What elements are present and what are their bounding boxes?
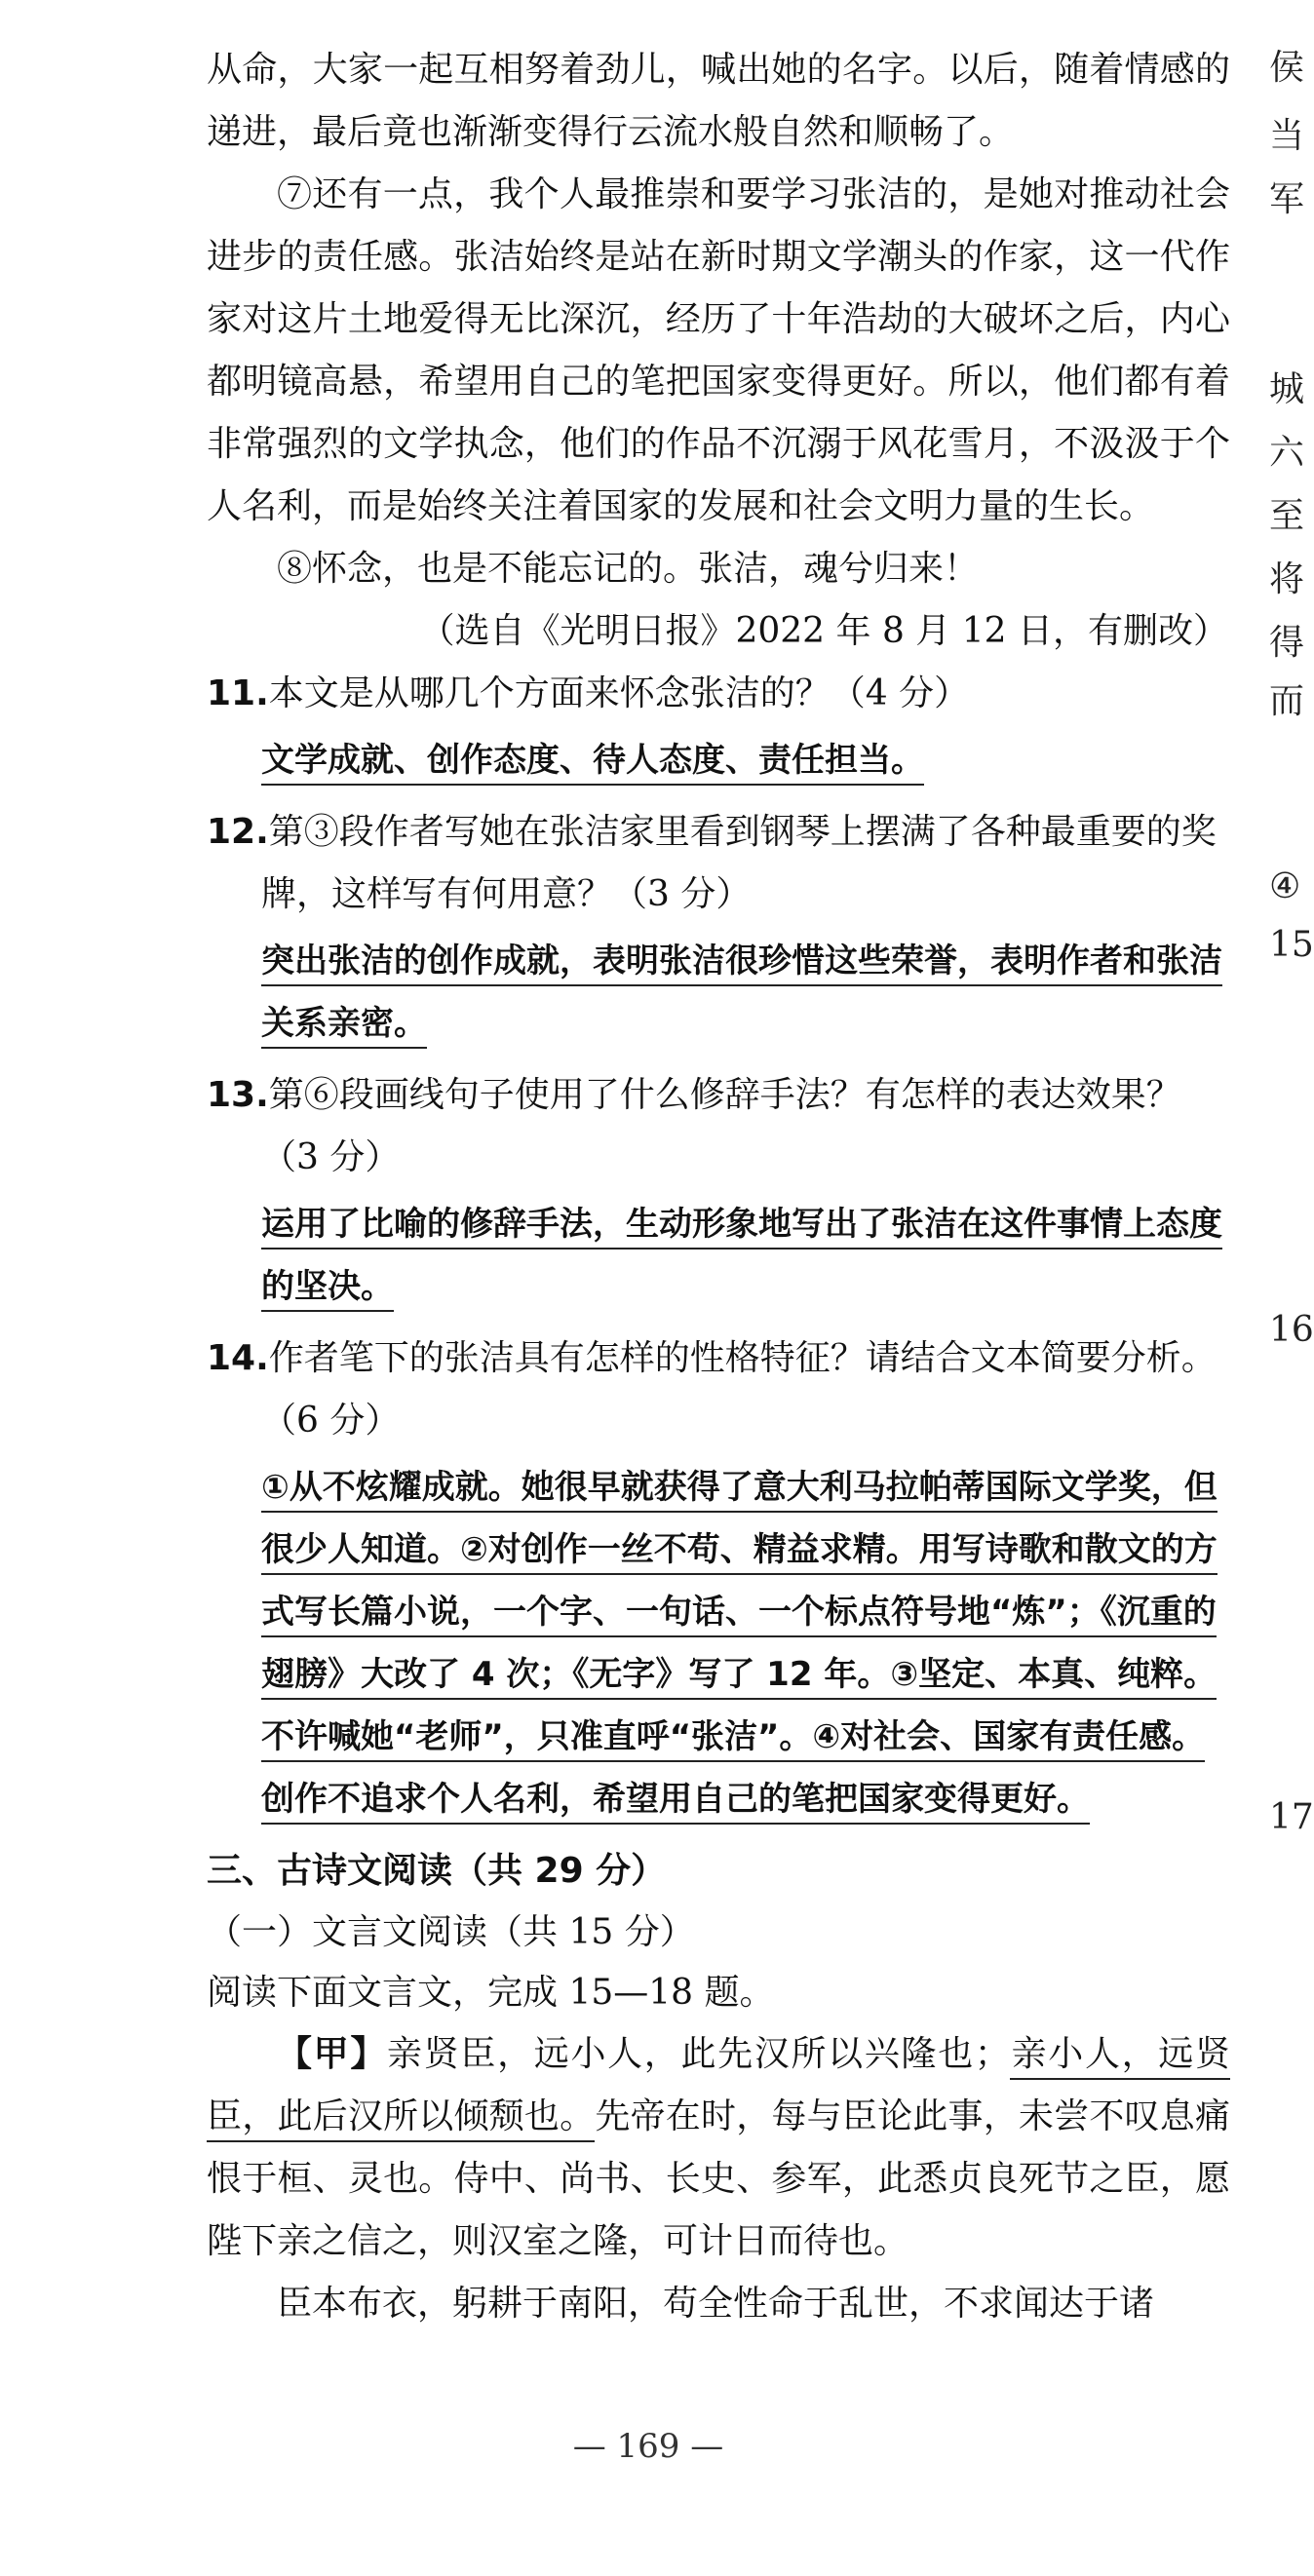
edge-glyph: 16: [1269, 1310, 1314, 1350]
edge-glyph: 得: [1269, 623, 1305, 663]
question-text: 第⑥段画线句子使用了什么修辞手法？有怎样的表达效果？（3 分）: [261, 1075, 1181, 1177]
question-14: [207, 1327, 1230, 1830]
question-number: 13.: [207, 1075, 269, 1115]
edge-glyph: 而: [1269, 681, 1305, 721]
question-number: 12.: [207, 812, 269, 852]
passage-column: [207, 39, 1230, 2335]
question-text: 作者笔下的张洁具有怎样的性格特征？请结合文本简要分析。（6 分）: [261, 1338, 1217, 1441]
classical-text-jia-2: 臣本布衣，躬耕于南阳，苟全性命于乱世，不求闻达于诸: [277, 2284, 1155, 2324]
answer-11: 文学成就、创作态度、待人态度、责任担当。: [261, 729, 1230, 791]
answer-12: 突出张洁的创作成就，表明张洁很珍惜这些荣誉，表明作者和张洁关系亲密。: [261, 930, 1230, 1055]
question-13: [207, 1064, 1230, 1318]
edge-glyph: 六: [1269, 433, 1305, 473]
adjacent-page-edge: [1269, 0, 1314, 2576]
edge-glyph: 17: [1269, 1797, 1314, 1837]
question-11: [207, 663, 1230, 791]
question-number: 11.: [207, 673, 269, 713]
passage-paragraph-7: ⑦还有一点，我个人最推崇和要学习张洁的，是她对推动社会进步的责任感。张洁始终是站在新时期文学潮头的作家，这一代作家对这片土地爱得无比深沉，经历了十年浩劫的大破坏之后，内心都明镜高悬，希望用自己的笔把国家变得更好。所以，他们都有着非常强烈的文学执念，他们的作品不沉溺于风花雪月，不汲汲于个人名利，而是始终关注着国家的发展和社会文明力量的生长。: [207, 174, 1230, 526]
answer-14: ①从不炫耀成就。她很早就获得了意大利马拉帕蒂国际文学奖，但很少人知道。②对创作一丝不苟、精益求精。用写诗歌和散文的方式写长篇小说，一个字、一句话、一个标点符号地“炼”；《沉重的翅膀》大改了 4 次；《无字》写了 12 年。③坚定、本真、纯粹。不许喊她“老师”，只准直呼“张洁”。④对社会、国家有责任感。创作不追求个人名利，希望用自己的笔把国家变得更好。: [261, 1456, 1230, 1830]
underlined-sentence: 亲小人，远贤臣，此后汉所以倾颓也。: [207, 2034, 1230, 2142]
subsection-title: （一）文言文阅读（共 15 分）: [207, 1912, 695, 1952]
edge-glyph: 当: [1269, 116, 1305, 156]
reading-instruction: 阅读下面文言文，完成 15—18 题。: [207, 1973, 775, 2013]
page-number: — 169 —: [572, 2427, 724, 2466]
question-number: 14.: [207, 1338, 269, 1378]
passage-paragraph-8: ⑧怀念，也是不能忘记的。张洁，魂兮归来！: [277, 549, 980, 589]
question-12: [207, 801, 1230, 1055]
jia-tag: 【甲】: [277, 2034, 388, 2074]
edge-glyph: 将: [1269, 559, 1305, 599]
section-title: 三、古诗文阅读（共 29 分）: [207, 1851, 667, 1891]
classical-text-jia: 【甲】亲贤臣，远小人，此先汉所以兴隆也；亲小人，远贤臣，此后汉所以倾颓也。先帝在时，每与臣论此事，未尝不叹息痛恨于桓、灵也。侍中、尚书、长史、参军，此悉贞良死节之臣，愿陛下亲之信之，则汉室之隆，可计日而待也。: [207, 2034, 1230, 2261]
passage-paragraph-continued: 从命，大家一起互相努着劲儿，喊出她的名字。以后，随着情感的递进，最后竟也渐渐变得行云流水般自然和顺畅了。: [207, 50, 1230, 152]
question-text: 第③段作者写她在张洁家里看到钢琴上摆满了各种最重要的奖牌，这样写有何用意？（3 分）: [261, 812, 1217, 914]
question-text: 本文是从哪几个方面来怀念张洁的？（4 分）: [268, 673, 970, 713]
passage-source: （选自《光明日报》2022 年 8 月 12 日，有删改）: [419, 611, 1228, 651]
edge-glyph: 军: [1269, 179, 1305, 219]
edge-glyph: 城: [1269, 369, 1305, 409]
answer-13: 运用了比喻的修辞手法，生动形象地写出了张洁在这件事情上态度的坚决。: [261, 1193, 1230, 1318]
edge-glyph: 15: [1269, 925, 1314, 965]
edge-glyph: 侯: [1269, 48, 1305, 88]
edge-glyph: 至: [1269, 496, 1305, 536]
edge-glyph: ④: [1269, 866, 1301, 906]
